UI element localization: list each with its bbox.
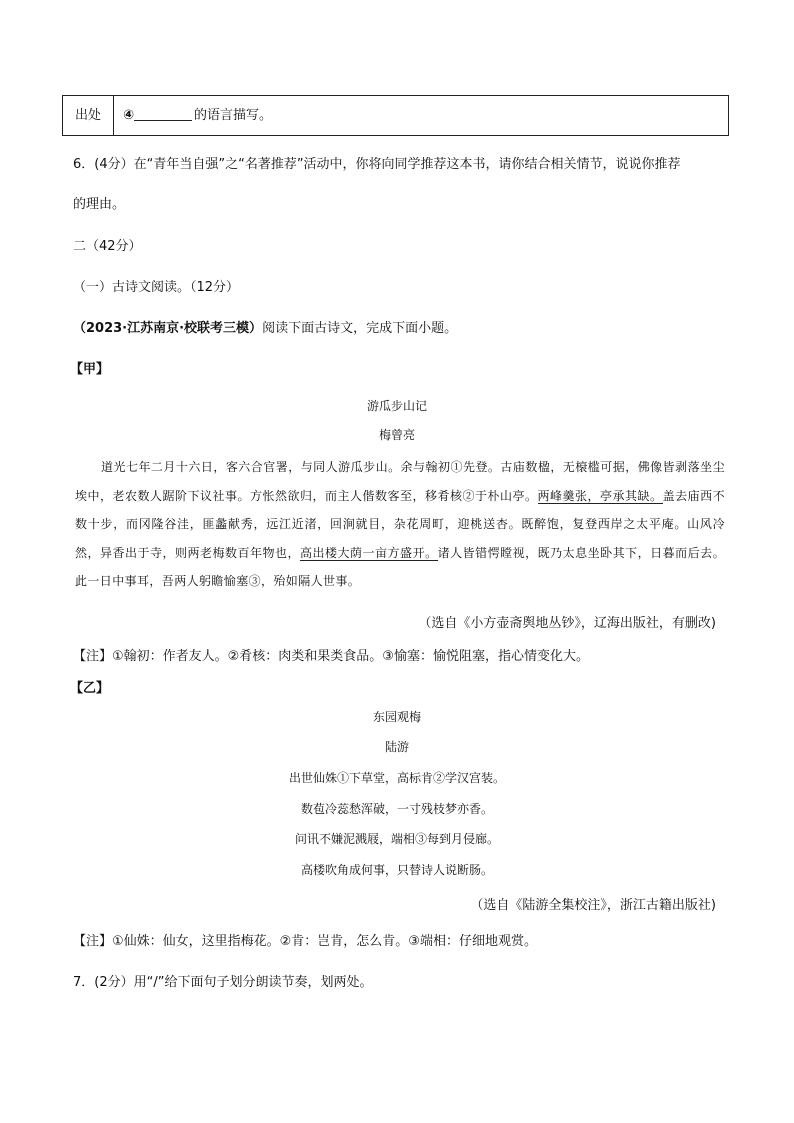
subsection-1-heading: （一）古诗文阅读。（12分） [73,280,240,295]
question-6-line1: 6．(4分）在“青年当自强”之“名著推荐”活动中，你将向同学推荐这本书，请你结合相关情节，说说你推荐 [73,157,681,172]
jia-underlined-1: 两峰羹张，亭承其缺。 [537,488,663,503]
question-7: 7．(2分）用“/”给下面句子划分朗读节奏，划两处。 [73,975,373,990]
jia-passage-part3: 诸人皆错愕瞠视，既乃太息坐卧其下，日暮而后去。此一日中事耳，吾两人躬瞻愉塞③，殆如隔人世事。 [75,545,726,589]
answer-blank[interactable] [134,106,192,121]
jia-author: 梅曾亮 [378,428,415,442]
jia-passage-part1: 道光七年二月十六日，客六合官署，与同人游瓜步山。余与翰初①先登。古庙数楹，无榱槛可据，佛像皆剥落坐尘埃中，老农数人踞阶下议社事。方怅然欲归，而主人偕数客至，移肴核②于朴山亭。 [75,460,725,503]
yi-title: 东园观梅 [372,710,421,724]
section-jia-label: 【甲】 [70,362,110,377]
section-yi-label: 【乙】 [70,681,110,696]
source-table-row [62,95,729,136]
table-tail-text: 的语言描写。 [194,108,273,123]
yi-note: 【注】①仙姝：仙女，这里指梅花。②肯：岂肯，怎么肯。③端相：仔细地观赏。 [73,934,537,949]
table-content-cell [123,96,272,135]
instruction-text: 阅读下面古诗文，完成下面小题。 [262,321,458,336]
yi-author: 陆游 [384,740,409,754]
yi-source: （选自《陆游全集校注》，浙江古籍出版社) [470,898,716,913]
section-2-heading: 二（42分） [73,239,142,254]
yi-poem-line-4: 高楼吹角成何事，只替诗人说断肠。 [300,863,493,877]
yi-poem-line-2: 数苞冷蕊愁浑破，一寸残枝梦亦香。 [300,802,493,816]
jia-source: （选自《小方壶斋舆地丛钞》，辽海出版社，有删改) [418,616,716,631]
jia-passage [75,453,725,596]
yi-poem-line-3: 问讯不嫌泥溅屐，端相③每到月侵廊。 [294,832,499,846]
table-label-cell: 出处 [63,96,114,135]
jia-underlined-2: 高出楼大荫一亩方盛开。 [300,545,438,560]
jia-note: 【注】①翰初：作者友人。②肴核：肉类和果类食品。③愉塞：愉悦阻塞，指心情变化大。 [73,649,589,664]
jia-title: 游瓜步山记 [366,399,427,413]
exam-source: （2023·江苏南京·校联考三模） [73,321,263,336]
question-6-line2: 的理由。 [73,197,126,212]
jia-passage-part2: 盖去庙西不数十步，而冈隆谷洼，匪蠡献秀，远江近渚，回涧就目，杂花周町，迎桃送杏。既醉饱，复登西岸之太平庵。山风冷然，异香出于寺，则两老梅数百年物也， [75,488,725,560]
yi-poem-line-1: 出世仙姝①下草堂，高标肯②学汉宫装。 [288,771,505,785]
table-circled-number: ④ [123,108,135,123]
source-line [73,317,457,336]
